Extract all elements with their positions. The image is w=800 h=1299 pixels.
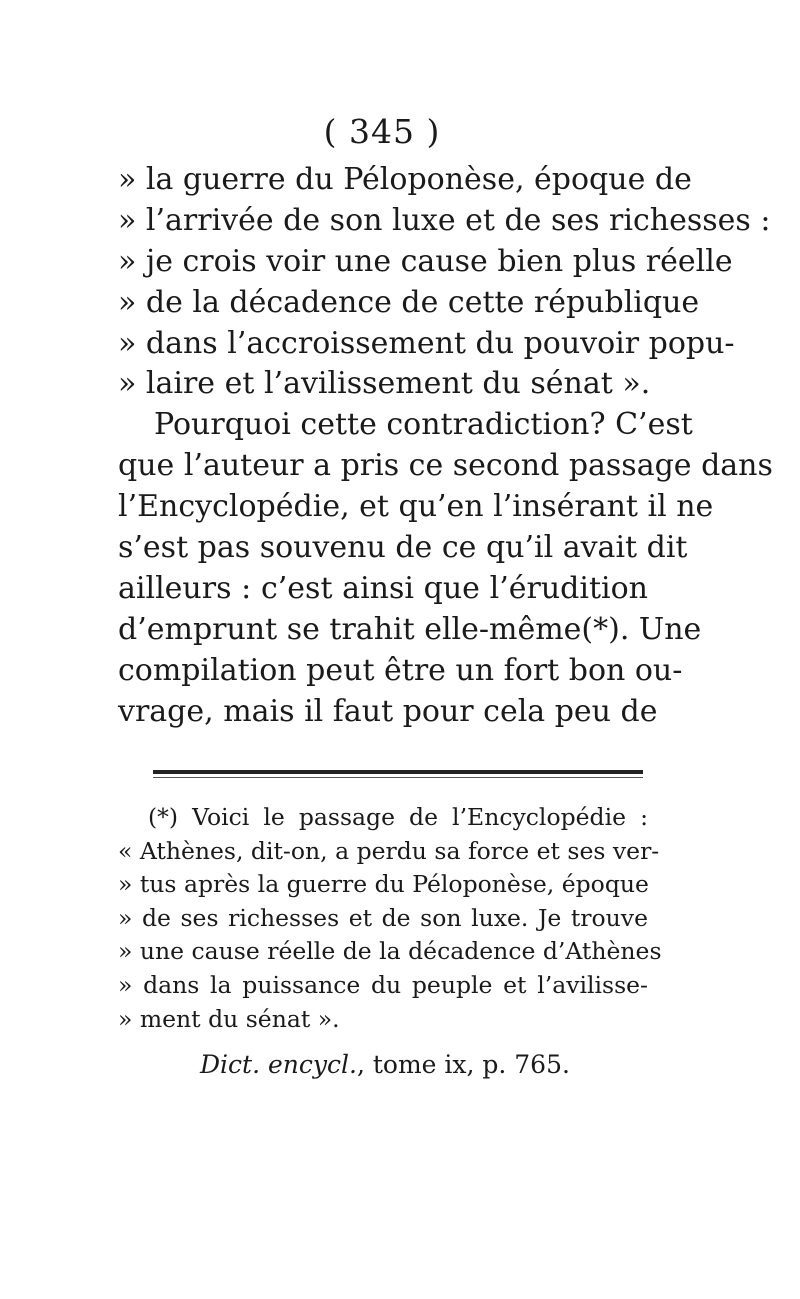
footnote-line: » dans la puissance du peuple et l’avilisse- xyxy=(118,970,648,999)
text-line: » l’arrivée de son luxe et de ses richesses : xyxy=(118,202,771,238)
footnote-line: » ment du sénat ». xyxy=(118,1004,340,1033)
text-line: » laire et l’avilissement du sénat ». xyxy=(118,366,651,402)
main-text-block xyxy=(118,160,773,732)
citation-reference: , tome ix, p. 765. xyxy=(356,1050,570,1079)
text-line: que l’auteur a pris ce second passage dans xyxy=(118,448,773,484)
footnote-citation xyxy=(200,1050,640,1079)
footnote-line: » tus après la guerre du Péloponèse, époque xyxy=(118,870,649,899)
text-line: vrage, mais il faut pour cela peu de xyxy=(118,693,658,729)
footnote-line: » de ses richesses et de son luxe. Je trouve xyxy=(118,903,648,932)
text-line: l’Encyclopédie, et qu’en l’insérant il ne xyxy=(118,489,714,525)
footnote-separator-thin-rule xyxy=(153,777,643,778)
text-line: » la guerre du Péloponèse, époque de xyxy=(118,162,692,197)
text-line: compilation peut être un fort bon ou- xyxy=(118,652,683,688)
footnote-line: » une cause réelle de la décadence d’Athènes xyxy=(118,937,662,966)
footnote-line: (*) Voici le passage de l’Encyclopédie : xyxy=(148,803,648,831)
footnote-block xyxy=(118,801,662,1036)
footnote-line: « Athènes, dit-on, a perdu sa force et ses ver- xyxy=(118,836,660,865)
text-line: » je crois voir une cause bien plus réelle xyxy=(118,243,733,279)
page-number: ( 345 ) xyxy=(323,112,441,151)
text-line: d’emprunt se trahit elle-même(*). Une xyxy=(118,611,702,647)
text-line: » de la décadence de cette république xyxy=(118,284,700,320)
footnote-separator-rule xyxy=(153,770,643,774)
citation-source: Dict. encycl. xyxy=(200,1050,357,1079)
text-line: ailleurs : c’est ainsi que l’érudition xyxy=(118,570,648,606)
text-line: s’est pas souvenu de ce qu’il avait dit xyxy=(118,530,688,566)
text-line: Pourquoi cette contradiction? C’est xyxy=(154,407,693,443)
text-line: » dans l’accroissement du pouvoir popu- xyxy=(118,325,735,361)
